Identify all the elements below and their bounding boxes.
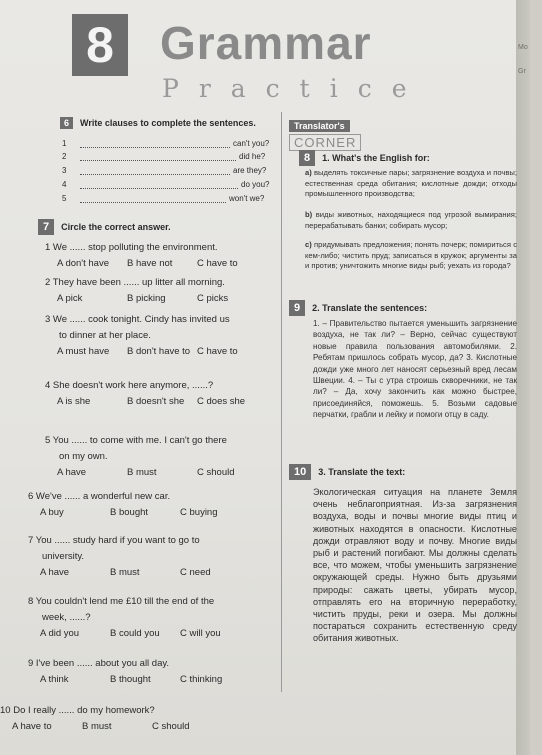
- question-10: [0, 703, 240, 719]
- exercise-6-header: [60, 117, 256, 129]
- exercise-8-badge: 8: [299, 150, 315, 166]
- exercise-9-text: 1. – Правительство пытается уменьшить загрязнение воздуха, не так ли? – Верно, сейчас существуют новые правила пользования автомобилями. 2. Ребятам пришлось собрать мусор, да? 3. Кислотные дожди уже много лет наносят серьезный вред лесам Швеции. 4. – Ты с утра строишь скворечники, не так ли? – Да, хочу закончить как можно быстрее, присоединяйся, поможешь. 5. Возьми садовые перчатки, грабли и лейку и помоги отцу в саду.: [313, 319, 517, 420]
- option-c[interactable]: C does she: [197, 396, 246, 407]
- exercise-7-header: [38, 219, 171, 235]
- edge-text-top: Mo: [518, 44, 528, 51]
- option-c[interactable]: C should: [197, 467, 235, 478]
- answer-options: [40, 567, 260, 578]
- question-1: [45, 240, 285, 256]
- question-9: [28, 656, 268, 672]
- option-c[interactable]: C picks: [197, 293, 229, 304]
- question-6: [28, 489, 268, 505]
- exercise-8-header: [299, 150, 430, 166]
- item-b-label: b): [305, 210, 313, 219]
- sentence-line: [62, 194, 264, 203]
- option-b[interactable]: B picking: [127, 293, 166, 304]
- answer-options: [12, 721, 232, 732]
- question-text: 9 I've been ...... about you all day.: [28, 658, 170, 669]
- exercise-8-item-b: [305, 210, 517, 231]
- exercise-8-item-a: [305, 168, 517, 200]
- exercise-9-badge: 9: [289, 300, 305, 316]
- sentence-number: 3: [62, 166, 67, 175]
- option-c[interactable]: C need: [180, 567, 211, 578]
- exercise-8-instruction: 1. What's the English for:: [322, 153, 430, 163]
- question-tag: do you?: [241, 180, 270, 189]
- page-subtitle: Practice: [162, 74, 427, 103]
- answer-blank[interactable]: [80, 168, 230, 175]
- question-text: 5 You ...... to come with me. I can't go there: [45, 435, 227, 446]
- option-c[interactable]: C have to: [197, 346, 238, 357]
- exercise-9-header: [289, 300, 427, 316]
- question-tag: won't we?: [229, 194, 265, 203]
- answer-options: [40, 628, 260, 639]
- question-text-cont: on my own.: [59, 451, 108, 462]
- option-b[interactable]: B could you: [110, 628, 160, 639]
- option-b[interactable]: B must: [127, 467, 157, 478]
- edge-text-mid: Gr: [518, 68, 526, 75]
- option-c[interactable]: C have to: [197, 258, 238, 269]
- option-a[interactable]: A think: [40, 674, 69, 685]
- item-c-text: придумывать предложения; понять почерк; помириться с кем-либо; чистить пруд; записаться в кружок; аргументы за и против; уничтожить многие виды рыб; уехать из города?: [305, 240, 517, 271]
- answer-options: [40, 507, 260, 518]
- answer-options: [40, 674, 260, 685]
- answer-blank[interactable]: [80, 196, 226, 203]
- sentence-number: 5: [62, 194, 67, 203]
- option-b[interactable]: B bought: [110, 507, 149, 518]
- item-a-label: a): [305, 168, 312, 177]
- question-tag: did he?: [239, 152, 266, 161]
- question-text-cont: university.: [42, 551, 85, 562]
- option-c[interactable]: C should: [152, 721, 190, 732]
- sentence-line: [62, 166, 266, 175]
- question-2: [45, 275, 285, 291]
- answer-options: [57, 396, 277, 407]
- sentence-line: [62, 152, 265, 161]
- sentence-line: [62, 180, 269, 189]
- answer-options: [57, 346, 277, 357]
- question-text: 7 You ...... study hard if you want to go to: [28, 535, 200, 546]
- answer-blank[interactable]: [80, 182, 238, 189]
- exercise-10-header: [289, 464, 405, 480]
- translators-label: Translator's: [289, 120, 350, 132]
- question-8: [28, 594, 268, 626]
- sentence-line: [62, 139, 269, 148]
- option-a[interactable]: A must have: [57, 346, 110, 357]
- exercise-7-instruction: Circle the correct answer.: [61, 222, 171, 232]
- exercise-8-item-c: [305, 240, 517, 272]
- item-a-text: выделять токсичные пары; загрязнение воздуха и почвы; естественная среда обитания; кислотные дожди; отходы промышленного производства;: [305, 168, 517, 199]
- translators-corner-logo: [289, 116, 373, 150]
- answer-blank[interactable]: [80, 141, 230, 148]
- option-c[interactable]: C buying: [180, 507, 218, 518]
- sentence-number: 1: [62, 139, 67, 148]
- question-5: [45, 433, 285, 465]
- question-text-cont: week, ......?: [42, 612, 91, 623]
- item-c-label: c): [305, 240, 312, 249]
- exercise-10-badge: 10: [289, 464, 311, 480]
- option-a[interactable]: A have: [57, 467, 87, 478]
- exercise-6-instruction: Write clauses to complete the sentences.: [80, 118, 256, 128]
- option-b[interactable]: B thought: [110, 674, 151, 685]
- option-a[interactable]: A have to: [12, 721, 52, 732]
- corner-label: CORNER: [289, 134, 361, 151]
- question-7: [28, 533, 268, 565]
- question-3: [45, 312, 285, 344]
- option-c[interactable]: C will you: [180, 628, 221, 639]
- sentence-number: 4: [62, 180, 67, 189]
- exercise-6-badge: 6: [60, 117, 73, 129]
- question-text: 6 We've ...... a wonderful new car.: [28, 491, 171, 502]
- question-text: 8 You couldn't lend me £10 till the end of the: [28, 596, 215, 607]
- exercise-9-instruction: 2. Translate the sentences:: [312, 303, 428, 313]
- sentence-number: 2: [62, 152, 67, 161]
- option-a[interactable]: A did you: [40, 628, 80, 639]
- option-c[interactable]: C thinking: [180, 674, 223, 685]
- exercise-7-badge: 7: [38, 219, 54, 235]
- question-text: 3 We ...... cook tonight. Cindy has invited us: [45, 314, 230, 325]
- option-b[interactable]: B doesn't she: [127, 396, 185, 407]
- option-b[interactable]: B don't have to: [127, 346, 191, 357]
- option-b[interactable]: B have not: [127, 258, 173, 269]
- question-text: 2 They have been ...... up litter all morning.: [45, 277, 225, 288]
- question-text-cont: to dinner at her place.: [59, 330, 151, 341]
- question-tag: can't you?: [233, 139, 270, 148]
- question-text: 1 We ...... stop polluting the environment.: [45, 242, 218, 253]
- answer-options: [57, 293, 277, 304]
- item-b-text: виды животных, находящиеся под угрозой вымирания; перерабатывать банки; собирать мусор;: [305, 210, 517, 230]
- option-b[interactable]: B must: [110, 567, 140, 578]
- option-a[interactable]: A pick: [57, 293, 83, 304]
- option-a[interactable]: A is she: [57, 396, 91, 407]
- question-text: 4 She doesn't work here anymore, ......?: [45, 380, 214, 391]
- option-a[interactable]: A don't have: [57, 258, 109, 269]
- answer-options: [57, 258, 277, 269]
- question-4: [45, 378, 285, 394]
- answer-blank[interactable]: [80, 154, 236, 161]
- option-a[interactable]: A have: [40, 567, 70, 578]
- exercise-10-instruction: 3. Translate the text:: [318, 467, 406, 477]
- answer-options: [57, 467, 277, 478]
- exercise-10-text: Экологическая ситуация на планете Земля очень неблагоприятная. Из-за загрязнения воздуха, воды и почвы многие виды птиц и животных находятся в опасности. Кислотные дожди отравляют воду и почву. Многие виды рыб и растений погибают. Мы должны сделать все, что можем, чтобы уменьшить загрязнение окружающей среды. Нужно быть друзьями природы: сажать цветы, убирать мусор, отправлять его на вторичную переработку, чистить пруды, реки и озера. Мы должны постараться сохранить естественную среду обитания животных.: [313, 487, 517, 644]
- column-divider: [281, 112, 282, 692]
- option-a[interactable]: A buy: [40, 507, 64, 518]
- next-page-edge: [516, 0, 530, 755]
- question-tag: are they?: [233, 166, 267, 175]
- option-b[interactable]: B must: [82, 721, 112, 732]
- question-text: 10 Do I really ...... do my homework?: [0, 705, 155, 716]
- unit-number: 8: [72, 14, 128, 76]
- page-title: Grammar: [160, 17, 372, 69]
